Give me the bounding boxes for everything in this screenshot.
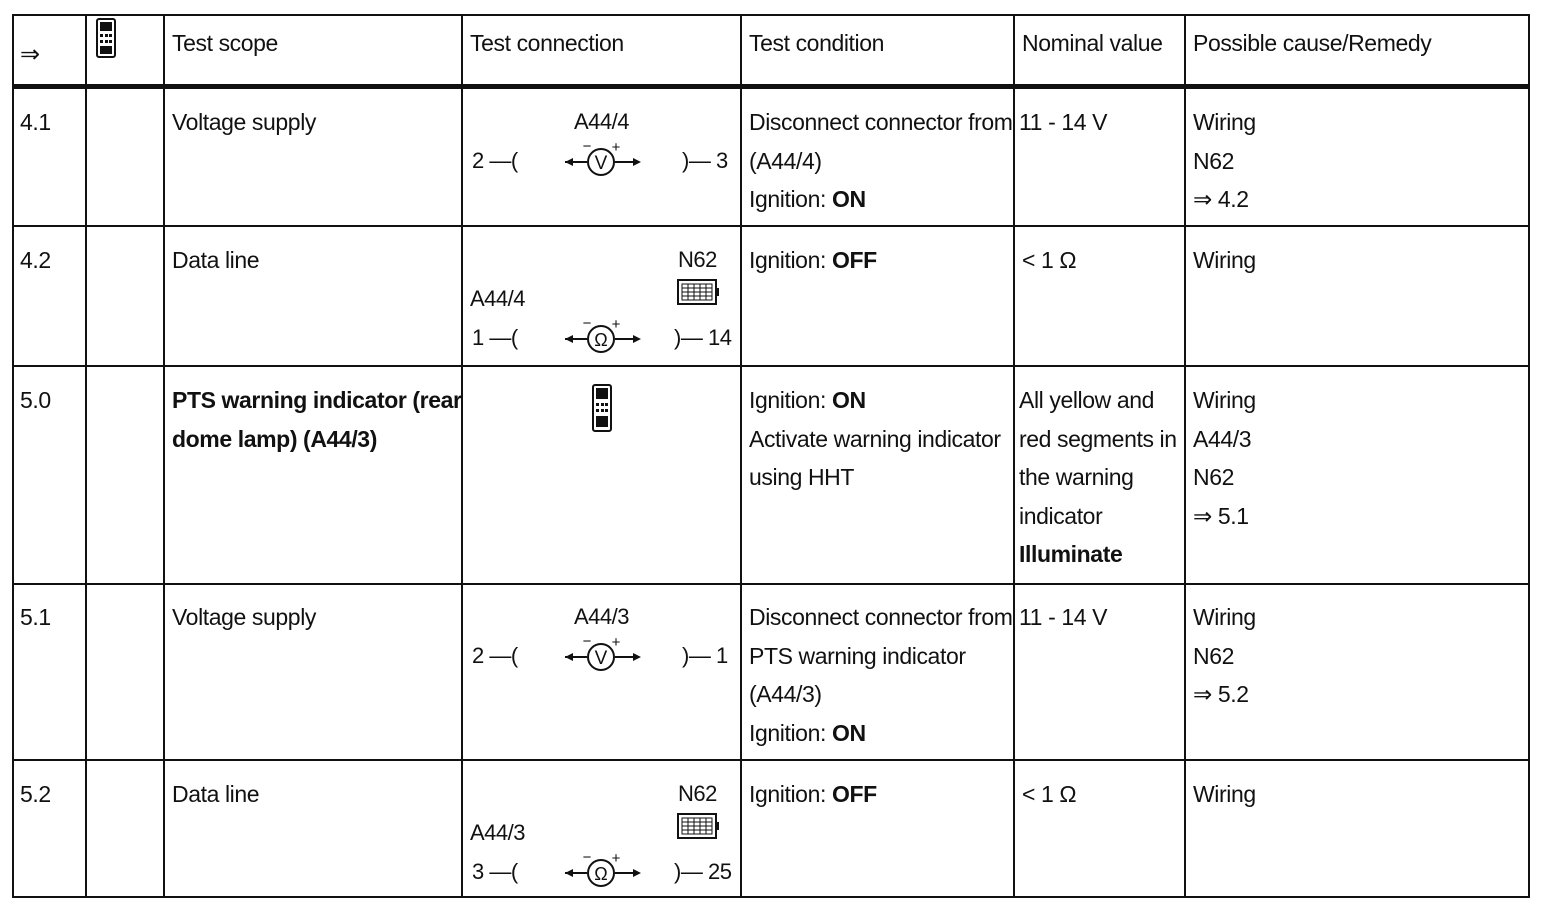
connector-pin-right — [674, 323, 731, 353]
svg-text:+: + — [611, 317, 621, 333]
test-condition — [749, 103, 1013, 219]
cause-link[interactable]: ⇒ 4.2 — [1193, 186, 1249, 212]
condition-line: Disconnect connector from — [749, 604, 1013, 630]
condition-ignition — [749, 381, 1001, 420]
component-label: A44/4 — [470, 286, 525, 311]
scope-line: dome lamp) (A44/3) — [172, 425, 377, 452]
condition-line: (A44/3) — [749, 681, 822, 707]
plug-right-icon: )— — [682, 643, 711, 668]
cause-line: N62 — [1193, 147, 1234, 174]
cause-line: Wiring — [1193, 781, 1256, 807]
nominal-value: 11 - 14 V — [1019, 604, 1108, 630]
pin-number: 2 — [472, 148, 484, 173]
test-scope: Voltage supply — [172, 604, 317, 630]
svg-text:+: + — [611, 851, 621, 867]
svg-text:+: + — [611, 635, 621, 651]
svg-text:−: − — [582, 851, 592, 866]
step-number: 4.2 — [20, 247, 51, 273]
svg-text:V: V — [594, 648, 608, 669]
possible-cause — [1193, 775, 1256, 814]
pin-number: 2 — [472, 643, 484, 668]
nominal-line: the warning — [1019, 464, 1134, 490]
ignition-value: ON — [831, 719, 866, 746]
nominal-value — [1019, 381, 1177, 574]
plug-left-icon: —( — [489, 325, 518, 350]
ignition-label: Ignition: — [749, 186, 832, 212]
possible-cause — [1193, 103, 1256, 219]
test-table — [12, 14, 1530, 898]
col-divider — [85, 16, 87, 896]
cause-line: Wiring — [1193, 247, 1256, 273]
svg-text:Ω: Ω — [594, 330, 608, 350]
header-arrow: ⇒ — [20, 41, 40, 68]
pin-number: 1 — [715, 643, 728, 668]
ignition-label: Ignition: — [749, 719, 832, 746]
pin-number: 3 — [472, 859, 484, 884]
cause-line: A44/3 — [1193, 425, 1252, 452]
svg-text:+: + — [611, 140, 621, 156]
voltmeter-icon — [563, 635, 643, 680]
condition-line: Activate warning indicator — [749, 425, 1001, 452]
condition-line: PTS warning indicator — [749, 642, 966, 669]
row-divider — [14, 225, 1528, 227]
component-label: A44/3 — [470, 820, 525, 845]
svg-text:−: − — [582, 635, 592, 650]
condition-line: using HHT — [749, 464, 855, 490]
component-label: N62 — [678, 247, 717, 272]
header-nominal-value: Nominal value — [1022, 30, 1163, 56]
test-condition — [749, 598, 1013, 752]
cause-line: Wiring — [1193, 604, 1256, 630]
test-condition — [749, 775, 877, 814]
plug-left-icon: —( — [489, 148, 518, 173]
condition-ignition — [749, 241, 877, 280]
nominal-line: Illuminate — [1019, 541, 1123, 567]
hand-held-tester-icon — [590, 384, 614, 439]
connector-pin-right — [682, 146, 728, 176]
ohmmeter-icon — [563, 851, 643, 896]
svg-text:V: V — [594, 153, 608, 174]
step-number: 5.2 — [20, 781, 51, 807]
col-divider — [740, 16, 742, 896]
voltmeter-icon — [563, 140, 643, 185]
test-condition — [749, 381, 1001, 497]
connector-pin-left — [472, 641, 518, 671]
pin-number: 1 — [472, 325, 484, 350]
ohmmeter-icon — [563, 317, 643, 362]
cause-line: N62 — [1193, 642, 1234, 669]
step-number: 5.1 — [20, 604, 51, 630]
component-label: A44/3 — [574, 604, 629, 629]
control-unit-icon — [676, 812, 720, 847]
test-scope — [172, 381, 462, 458]
nominal-line: indicator — [1019, 502, 1103, 529]
control-unit-icon — [676, 278, 720, 313]
connector-pin-left — [472, 323, 518, 353]
svg-text:−: − — [582, 317, 592, 332]
plug-right-icon: )— — [682, 148, 711, 173]
condition-ignition — [749, 775, 877, 814]
pin-number: 25 — [707, 859, 732, 884]
col-divider — [1184, 16, 1186, 896]
header-test-condition: Test condition — [749, 30, 885, 56]
row-divider — [14, 583, 1528, 585]
svg-text:Ω: Ω — [594, 864, 608, 884]
row-divider — [14, 759, 1528, 761]
ignition-value: ON — [831, 186, 866, 212]
pin-number: 3 — [715, 148, 728, 173]
pin-number: 14 — [707, 325, 732, 350]
nominal-value: 11 - 14 V — [1019, 109, 1108, 135]
condition-line: Disconnect connector from — [749, 109, 1013, 135]
col-divider — [163, 16, 165, 896]
plug-right-icon: )— — [674, 859, 703, 884]
ignition-label: Ignition: — [749, 781, 832, 807]
col-divider — [1013, 16, 1015, 896]
svg-text:−: − — [582, 140, 592, 155]
possible-cause — [1193, 381, 1256, 535]
condition-line: (A44/4) — [749, 147, 822, 174]
connector-pin-left — [472, 857, 518, 887]
ignition-value: ON — [831, 387, 866, 413]
scope-line: PTS warning indicator (rear — [172, 387, 462, 413]
header-test-scope: Test scope — [172, 30, 278, 56]
cause-link[interactable]: ⇒ 5.2 — [1193, 681, 1249, 707]
possible-cause — [1193, 598, 1256, 714]
cause-link[interactable]: ⇒ 5.1 — [1193, 502, 1249, 529]
ignition-label: Ignition: — [749, 387, 832, 413]
nominal-value: < 1 Ω — [1022, 781, 1077, 807]
ignition-label: Ignition: — [749, 247, 832, 273]
condition-ignition — [749, 180, 1013, 219]
plug-left-icon: —( — [489, 859, 518, 884]
header-possible-cause: Possible cause/Remedy — [1193, 30, 1432, 56]
cause-line: Wiring — [1193, 109, 1256, 135]
connector-pin-right — [682, 641, 728, 671]
step-number: 5.0 — [20, 387, 51, 413]
condition-ignition — [749, 714, 1013, 753]
nominal-line: All yellow and — [1019, 387, 1155, 413]
connector-pin-left — [472, 146, 518, 176]
nominal-line: red segments in — [1019, 425, 1177, 452]
header-divider — [14, 84, 1528, 89]
cause-line: Wiring — [1193, 387, 1256, 413]
connector-pin-right — [674, 857, 731, 887]
ignition-value: OFF — [831, 247, 877, 273]
plug-right-icon: )— — [674, 325, 703, 350]
test-scope: Voltage supply — [172, 109, 317, 135]
plug-left-icon: —( — [489, 643, 518, 668]
hand-held-tester-icon — [94, 18, 118, 65]
component-label: A44/4 — [574, 109, 629, 134]
test-scope: Data line — [172, 781, 260, 807]
component-label: N62 — [678, 781, 717, 806]
test-scope: Data line — [172, 247, 260, 273]
test-condition — [749, 241, 877, 280]
possible-cause — [1193, 241, 1256, 280]
step-number: 4.1 — [20, 109, 51, 135]
cause-line: N62 — [1193, 464, 1234, 490]
header-test-connection: Test connection — [470, 30, 624, 56]
ignition-value: OFF — [831, 781, 877, 807]
row-divider — [14, 365, 1528, 367]
nominal-value: < 1 Ω — [1022, 247, 1077, 273]
